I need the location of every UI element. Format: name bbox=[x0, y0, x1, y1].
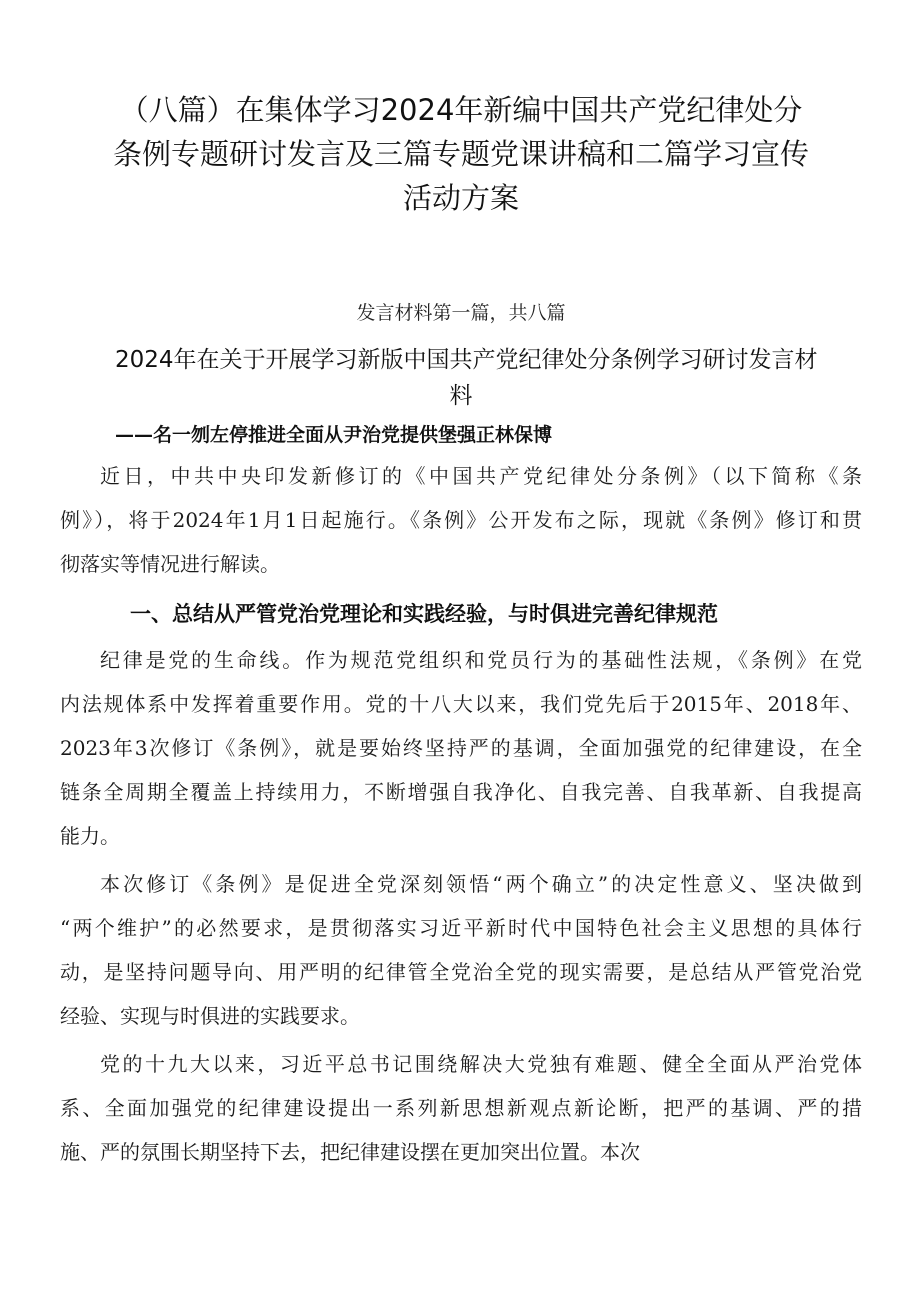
section-heading: 一、总结从严管党治党理论和实践经验，与时俱进完善纪律规范 bbox=[130, 602, 718, 626]
document-heading bbox=[60, 342, 862, 414]
paragraph-line: 动，是坚持问题导向、用严明的纪律管全党治全党的现实需要，是总结从严管党治党 bbox=[60, 960, 862, 984]
paragraph-line: 经验、实现与时俱进的实践要求。 bbox=[60, 1004, 360, 1028]
document-heading-line: 料 bbox=[449, 383, 473, 409]
main-title-line: 活动方案 bbox=[402, 181, 519, 215]
main-title-line: （八篇）在集体学习2024年新编中国共产党纪律处分 bbox=[119, 93, 803, 127]
paragraph-line: 施、严的氛围长期坚持下去，把纪律建设摆在更加突出位置。本次 bbox=[60, 1140, 640, 1164]
body-paragraph bbox=[60, 1042, 862, 1174]
paragraph-line: 近日，中共中央印发新修订的《中国共产党纪律处分条例》（以下简称《条 bbox=[100, 464, 862, 488]
paragraph-line: 2023年3次修订《条例》，就是要始终坚持严的基调，全面加强党的纪律建设，在全 bbox=[60, 736, 862, 760]
paragraph-line: 内法规体系中发挥着重要作用。党的十八大以来，我们党先后于2015年、2018年、 bbox=[60, 692, 862, 716]
paragraph-line: 纪律是党的生命线。作为规范党组织和党员行为的基础性法规，《条例》在党 bbox=[100, 648, 862, 672]
paragraph-line: 系、全面加强党的纪律建设提出一系列新思想新观点新论断，把严的基调、严的措 bbox=[60, 1096, 862, 1120]
body-paragraph bbox=[60, 638, 862, 858]
paragraph-line: 能力。 bbox=[60, 824, 120, 848]
intro-paragraph bbox=[60, 454, 862, 586]
body-paragraph bbox=[60, 862, 862, 1038]
byline: ——名一刎左停推进全面从尹治党提供堡强正林保博 bbox=[115, 424, 553, 446]
paragraph-line: 例》），将于2024年1月1日起施行。《条例》公开发布之际，现就《条例》修订和贯 bbox=[60, 508, 862, 532]
paragraph-line: 本次修订《条例》是促进全党深刻领悟“两个确立”的决定性意义、坚决做到 bbox=[100, 872, 862, 896]
main-title bbox=[60, 88, 862, 220]
main-title-line: 条例专题研讨发言及三篇专题党课讲稿和二篇学习宣传 bbox=[112, 137, 809, 171]
subtitle: 发言材料第一篇，共八篇 bbox=[356, 302, 566, 324]
paragraph-line: 党的十九大以来，习近平总书记围绕解决大党独有难题、健全全面从严治党体 bbox=[100, 1052, 862, 1076]
paragraph-line: 彻落实等情况进行解读。 bbox=[60, 552, 280, 576]
paragraph-line: 链条全周期全覆盖上持续用力，不断增强自我净化、自我完善、自我革新、自我提高 bbox=[60, 780, 862, 804]
paragraph-line: “两个维护”的必然要求，是贯彻落实习近平新时代中国特色社会主义思想的具体行 bbox=[60, 916, 862, 940]
document-heading-line: 2024年在关于开展学习新版中国共产党纪律处分条例学习研讨发言材 bbox=[115, 347, 818, 373]
